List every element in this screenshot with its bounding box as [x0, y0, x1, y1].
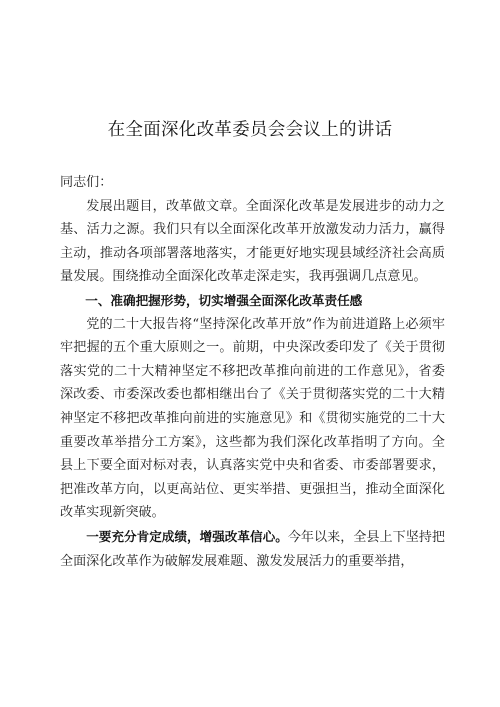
- point-1-lead: 一要充分肯定成绩，增强改革信心。: [86, 528, 288, 544]
- page-title: 在全面深化改革委员会会议上的讲话: [107, 120, 393, 140]
- point-1-text: 今年以来，全县上下坚持把全面深化改革作为破解发展难题、激发发展活力的重要举措，: [60, 529, 446, 569]
- section-heading-1: 一、准确把握形势，切实增强全面深化改革责任感: [85, 292, 363, 308]
- document-body: [60, 171, 445, 573]
- point-1-paragraph: [60, 525, 445, 573]
- salutation: 同志们：: [60, 175, 113, 190]
- section-1-paragraph: 党的二十大报告将“坚持深化改革开放”作为前进道路上必须牢牢把握的五个重大原则之一。前期，中央深改委印发了《关于贯彻落实党的二十大精神坚定不移把改革推向前进的工作意见》，省委深改委、市委深改委也都相继出台了《关于贯彻落实党的二十大精神坚定不移把改革推向前进的实施意见》和《贯彻实施党的二十大重要改革举措分工方案》，这些都为我们深化改革指明了方向。全县上下要全面对标对表，认真落实党中央和省委、市委部署要求，把准改革方向，以更高站位、更实举措、更强担当，推动全面深化改革实现新突破。: [60, 316, 445, 521]
- intro-paragraph: 发展出题目，改革做文章。全面深化改革是发展进步的动力之基、活力之源。我们只有以全面深化改革开放激发动力活力，赢得主动，推动各项部署落地落实，才能更好地实现县域经济社会高质量发展。围绕推动全面深化改革走深走实，我再强调几点意见。: [60, 198, 445, 285]
